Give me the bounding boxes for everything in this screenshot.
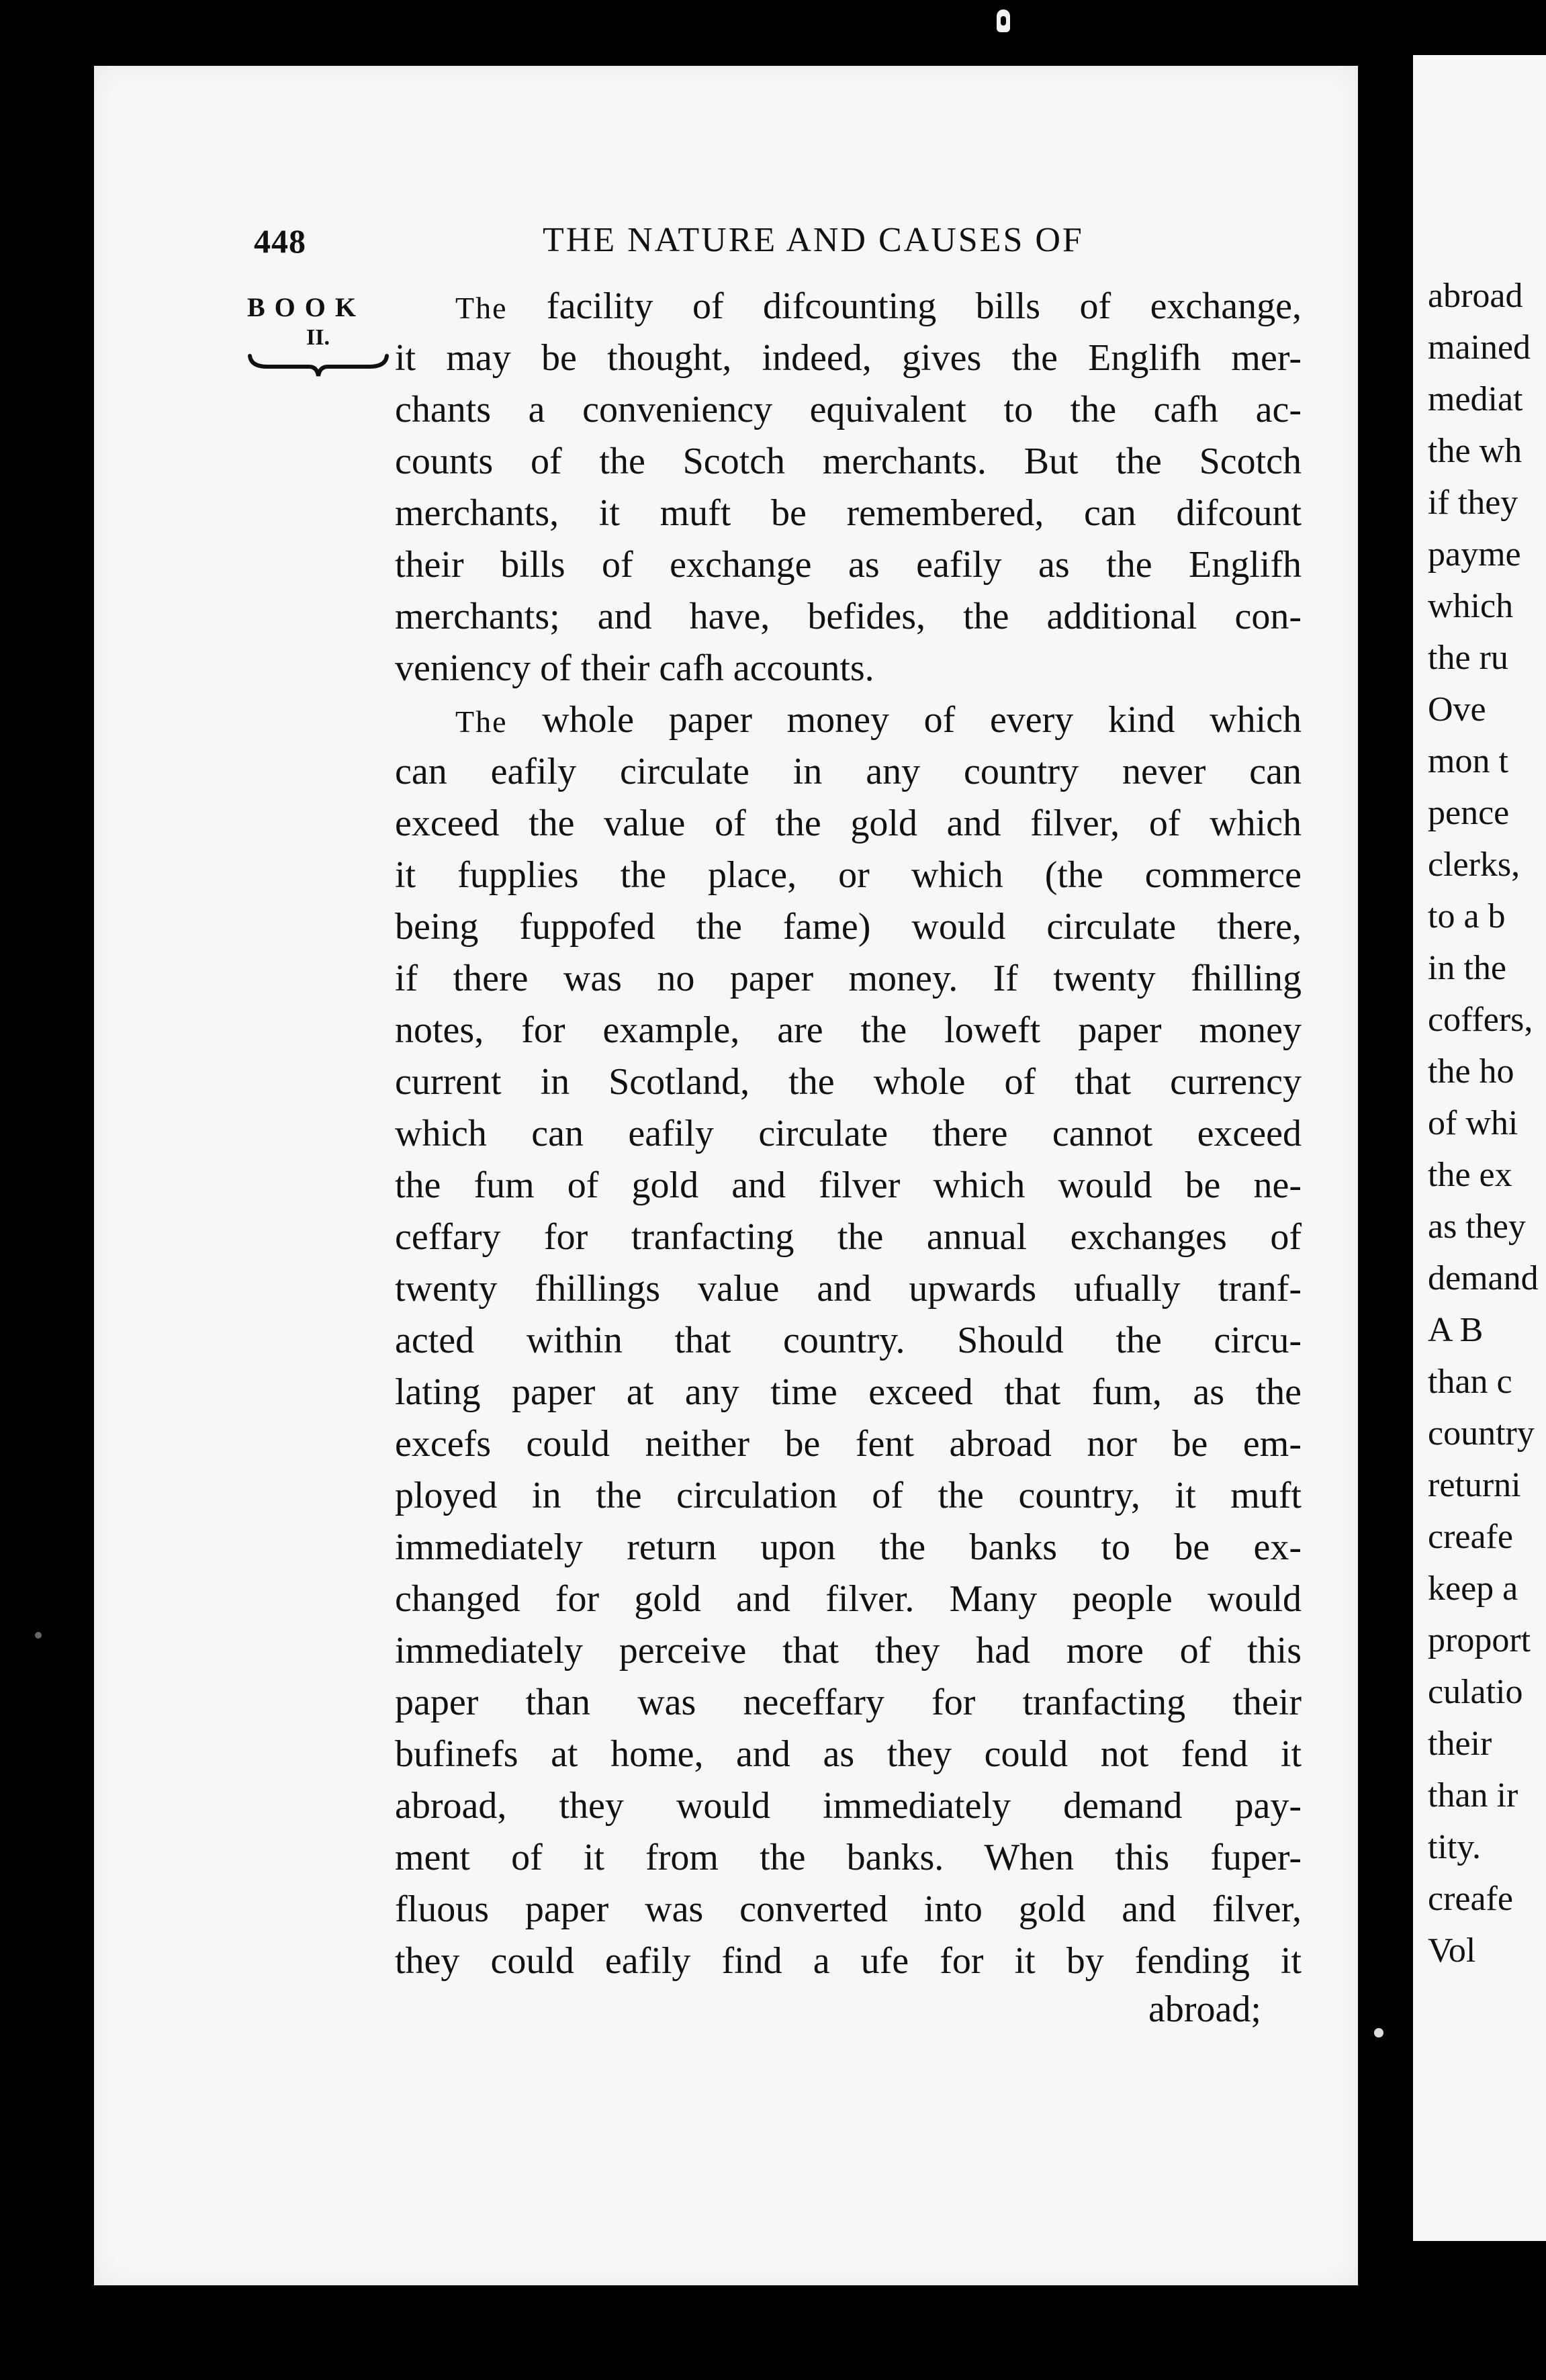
text-line: The facility of difcounting bills of exchange, bbox=[455, 285, 1302, 327]
text-line: being fuppofed the fame) would circulate there, bbox=[395, 906, 1302, 948]
text-line: if there was no paper money. If twenty fhilling bbox=[395, 958, 1302, 999]
margin-book-label: BOOK bbox=[247, 292, 366, 322]
catchword: abroad; bbox=[1148, 1988, 1261, 2030]
facing-line: mediat bbox=[1428, 380, 1523, 418]
facing-line: pence bbox=[1428, 794, 1510, 832]
facing-line: creafe bbox=[1428, 1518, 1513, 1556]
facing-line: which bbox=[1428, 587, 1514, 625]
paper-speck bbox=[1374, 2028, 1383, 2038]
facing-line: the ho bbox=[1428, 1052, 1514, 1091]
facing-line: coffers, bbox=[1428, 1001, 1533, 1039]
facing-line: the ru bbox=[1428, 639, 1508, 677]
facing-line: of whi bbox=[1428, 1104, 1518, 1142]
facing-line: if they bbox=[1428, 484, 1518, 522]
text-line: ment of it from the banks. When this fuper- bbox=[395, 1837, 1302, 1878]
text-line: excefs could neither be fent abroad nor be em- bbox=[395, 1423, 1302, 1465]
facing-line: Vol bbox=[1428, 1931, 1476, 1970]
text-line: merchants; and have, befides, the additional con- bbox=[395, 596, 1302, 637]
text-line: which can eafily circulate there cannot exceed bbox=[395, 1113, 1302, 1154]
facing-line: abroad bbox=[1428, 277, 1523, 315]
facing-line: in the bbox=[1428, 949, 1506, 987]
facing-line: demand bbox=[1428, 1259, 1539, 1297]
facing-line: their bbox=[1428, 1725, 1492, 1763]
text-line: they could eafily find a ufe for it by fending it bbox=[395, 1940, 1302, 1982]
text-line: it fupplies the place, or which (the commerce bbox=[395, 854, 1302, 896]
text-line: veniency of their cafh accounts. bbox=[395, 647, 874, 689]
main-text bbox=[395, 281, 1302, 1987]
text-line: current in Scotland, the whole of that currency bbox=[395, 1061, 1302, 1103]
facing-line: A B bbox=[1428, 1311, 1484, 1349]
facing-line: payme bbox=[1428, 535, 1521, 574]
text-line: their bills of exchange as eafily as the Englifh bbox=[395, 544, 1302, 586]
binding-mark bbox=[997, 9, 1010, 32]
text-line: the fum of gold and filver which would be ne- bbox=[395, 1164, 1302, 1206]
facing-line: Ove bbox=[1428, 690, 1486, 729]
facing-line: culatio bbox=[1428, 1673, 1523, 1711]
text-line: fluous paper was converted into gold and filver, bbox=[395, 1888, 1302, 1930]
facing-line: creafe bbox=[1428, 1880, 1513, 1918]
text-line: merchants, it muft be remembered, can difcount bbox=[395, 492, 1302, 534]
text-line: lating paper at any time exceed that fum, as the bbox=[395, 1371, 1302, 1413]
facing-line: mained bbox=[1428, 328, 1531, 367]
facing-line: mon t bbox=[1428, 742, 1508, 780]
text-line: can eafily circulate in any country never can bbox=[395, 751, 1302, 792]
text-line: changed for gold and filver. Many people would bbox=[395, 1578, 1302, 1620]
text-line: chants a conveniency equivalent to the cafh ac- bbox=[395, 389, 1302, 430]
text-line: ceffary for tranfacting the annual exchanges of bbox=[395, 1216, 1302, 1258]
book-gutter bbox=[1358, 0, 1413, 2380]
margin-book-number: II. bbox=[306, 325, 330, 350]
text-line: twenty fhillings value and upwards ufually tranf- bbox=[395, 1268, 1302, 1310]
text-line: bufinefs at home, and as they could not fend it bbox=[395, 1733, 1302, 1775]
facing-line: proport bbox=[1428, 1621, 1531, 1659]
text-line: notes, for example, are the loweft paper money bbox=[395, 1009, 1302, 1051]
text-line: exceed the value of the gold and filver, of which bbox=[395, 803, 1302, 844]
facing-line: than c bbox=[1428, 1363, 1512, 1401]
margin-brace bbox=[247, 352, 390, 379]
text-line: it may be thought, indeed, gives the Englifh mer- bbox=[395, 337, 1302, 379]
facing-line: the wh bbox=[1428, 432, 1522, 470]
facing-page-text bbox=[1428, 270, 1539, 1976]
facing-line: than ir bbox=[1428, 1776, 1518, 1815]
facing-line: returni bbox=[1428, 1466, 1521, 1504]
text-line: paper than was neceffary for tranfacting their bbox=[395, 1682, 1302, 1723]
text-line: immediately return upon the banks to be ex- bbox=[395, 1526, 1302, 1568]
text-line: abroad, they would immediately demand pay- bbox=[395, 1785, 1302, 1827]
text-line: The whole paper money of every kind which bbox=[455, 699, 1302, 741]
running-head: THE NATURE AND CAUSES OF bbox=[543, 221, 1084, 259]
text-line: ployed in the circulation of the country, it muft bbox=[395, 1475, 1302, 1516]
facing-line: keep a bbox=[1428, 1569, 1518, 1608]
text-line: counts of the Scotch merchants. But the Scotch bbox=[395, 441, 1302, 482]
facing-line: tity. bbox=[1428, 1828, 1481, 1866]
facing-line: as they bbox=[1428, 1207, 1526, 1246]
small-caps-lead: The bbox=[455, 704, 508, 739]
text-line: acted within that country. Should the circu- bbox=[395, 1320, 1302, 1361]
paper-speck bbox=[35, 1632, 42, 1639]
facing-line: clerks, bbox=[1428, 845, 1520, 884]
text-line: immediately perceive that they had more of this bbox=[395, 1630, 1302, 1672]
small-caps-lead: The bbox=[455, 291, 508, 325]
facing-line: country bbox=[1428, 1414, 1535, 1453]
page-number: 448 bbox=[254, 222, 306, 260]
facing-line: the ex bbox=[1428, 1156, 1512, 1194]
facing-line: to a b bbox=[1428, 897, 1506, 935]
